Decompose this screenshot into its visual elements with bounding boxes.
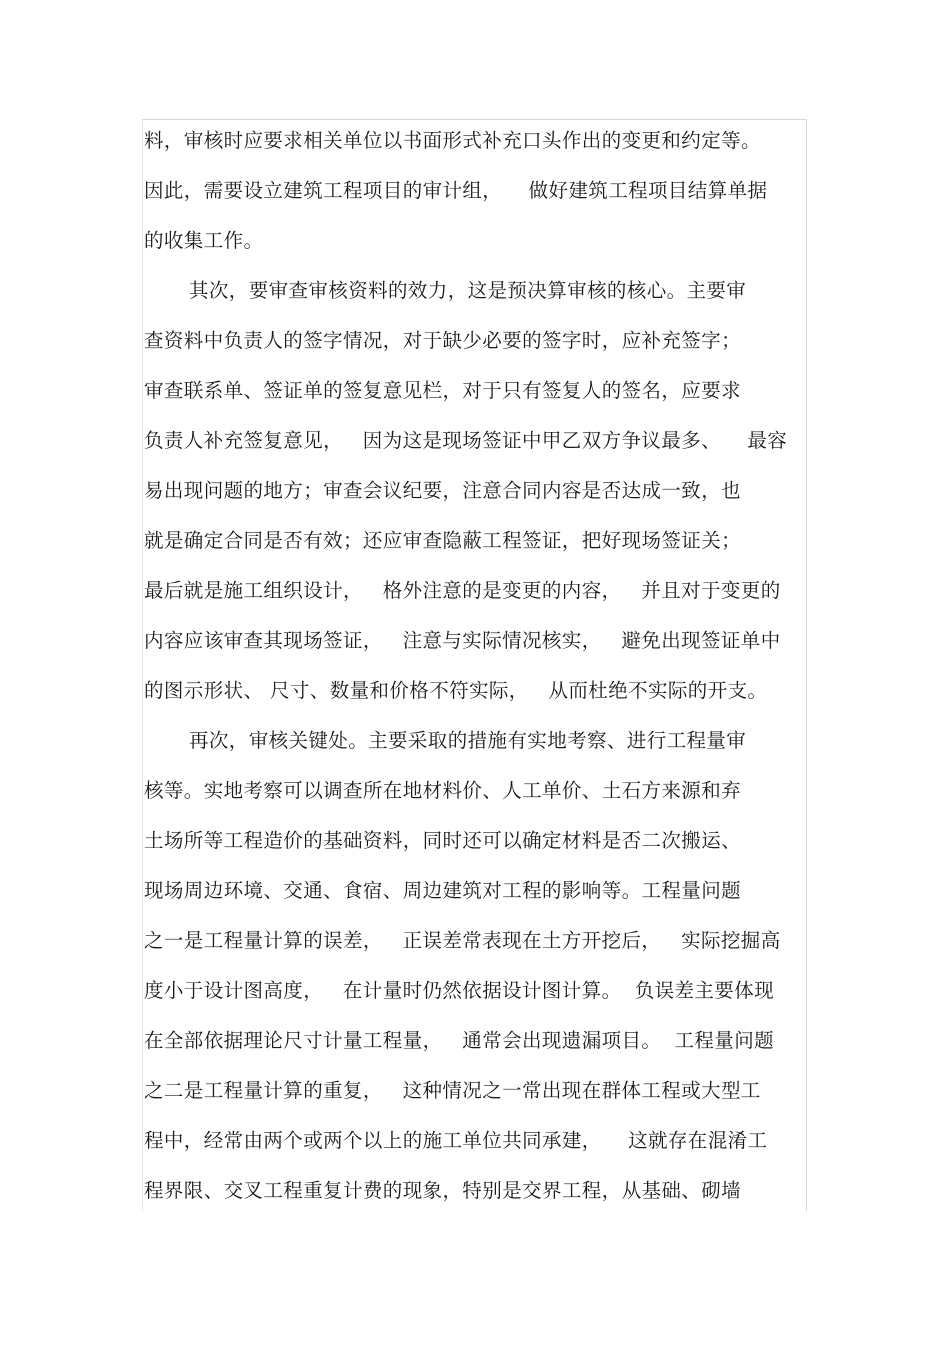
text-line: 最后就是施工组织设计， 格外注意的是变更的内容， 并且对于变更的: [144, 579, 781, 602]
text-line: 其次，要审查审核资料的效力，这是预决算审核的核心。主要审: [189, 279, 747, 302]
text-line: 内容应该审查其现场签证， 注意与实际情况核实， 避免出现签证单中: [144, 629, 781, 652]
text-line: 程界限、交叉工程重复计费的现象，特别是交界工程，从基础、砌墙: [144, 1179, 742, 1202]
text-line: 的图示形状、 尺寸、数量和价格不符实际， 从而杜绝不实际的开支。: [144, 679, 768, 702]
text-line: 程中，经常由两个或两个以上的施工单位共同承建， 这就存在混淆工: [144, 1129, 768, 1152]
document-body: [144, 118, 809, 1218]
text-line: 就是确定合同是否有效；还应审查隐蔽工程签证，把好现场签证关；: [144, 529, 742, 552]
text-line: 度小于设计图高度， 在计量时仍然依据设计图计算。 负误差主要体现: [144, 979, 774, 1002]
text-line: 审查联系单、签证单的签复意见栏，对于只有签复人的签名，应要求: [144, 379, 742, 402]
text-line: 的收集工作。: [144, 229, 264, 252]
text-line: 再次，审核关键处。主要采取的措施有实地考察、进行工程量审: [189, 729, 747, 752]
text-line: 在全部依据理论尺寸计量工程量， 通常会出现遗漏项目。 工程量问题: [144, 1029, 774, 1052]
text-line: 之一是工程量计算的误差， 正误差常表现在土方开挖后， 实际挖掘高: [144, 929, 781, 952]
text-line: 核等。实地考察可以调查所在地材料价、人工单价、土石方来源和弃: [144, 779, 742, 802]
text-line: 易出现问题的地方；审查会议纪要，注意合同内容是否达成一致，也: [144, 479, 742, 502]
text-line: 负责人补充签复意见， 因为这是现场签证中甲乙双方争议最多、 最容: [144, 429, 788, 452]
text-line: 因此，需要设立建筑工程项目的审计组， 做好建筑工程项目结算单据: [144, 179, 768, 202]
text-line: 料，审核时应要求相关单位以书面形式补充口头作出的变更和约定等。: [144, 129, 761, 152]
text-line: 查资料中负责人的签字情况，对于缺少必要的签字时，应补充签字；: [144, 329, 742, 352]
text-line: 现场周边环境、交通、食宿、周边建筑对工程的影响等。工程量问题: [144, 879, 742, 902]
text-line: 土场所等工程造价的基础资料，同时还可以确定材料是否二次搬运、: [144, 829, 742, 852]
text-line: 之二是工程量计算的重复， 这种情况之一常出现在群体工程或大型工: [144, 1079, 761, 1102]
